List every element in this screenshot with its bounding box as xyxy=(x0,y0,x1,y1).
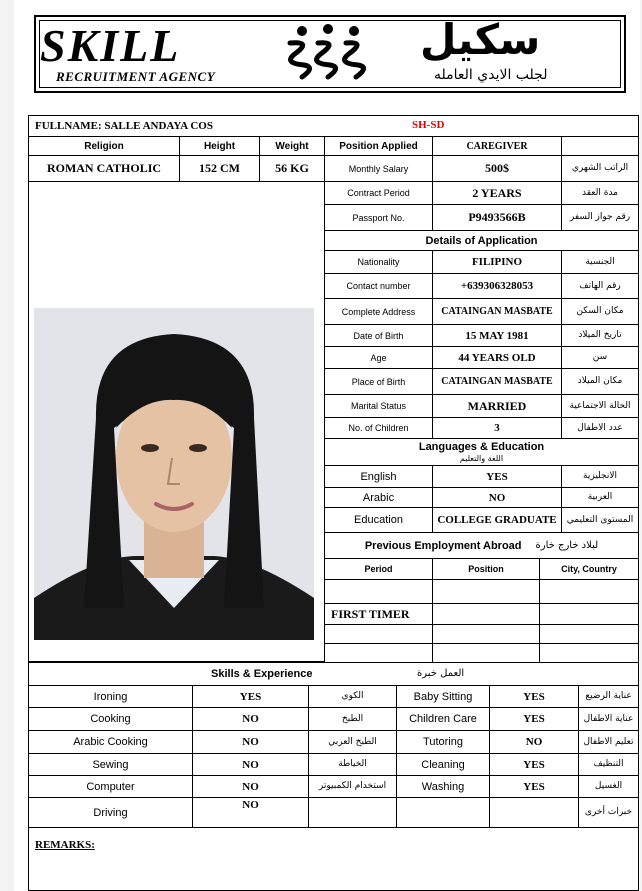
position-applied-value: CAREGIVER xyxy=(432,136,562,156)
contract-period-label: Contract Period xyxy=(324,181,433,205)
people-logo-icon xyxy=(272,21,382,85)
place-of-birth-arabic: مكان الميلاد xyxy=(561,368,639,395)
skill-label: Driving xyxy=(28,797,193,828)
height-header: Height xyxy=(179,136,260,156)
employment-cell xyxy=(432,579,540,604)
english-value: YES xyxy=(432,465,562,488)
dob-value: 15 MAY 1981 xyxy=(432,324,562,347)
skill-value: YES xyxy=(489,685,579,708)
place-of-birth-value: CATAINGAN MASBATE xyxy=(432,368,562,395)
skill-arabic: الغسيل xyxy=(578,775,639,798)
arabic-value: NO xyxy=(432,487,562,508)
contact-value: +639306328053 xyxy=(432,273,562,299)
nationality-arabic: الجنسية xyxy=(561,250,639,274)
employment-title-cell xyxy=(324,532,639,559)
applicant-code: SH-SD xyxy=(412,119,445,131)
skill-value: YES xyxy=(192,685,309,708)
skill-arabic: الطبخ العربي xyxy=(308,730,397,754)
employment-cell xyxy=(432,643,540,663)
arabic-arabic: العربية xyxy=(561,487,639,508)
marital-status-label: Marital Status xyxy=(324,394,433,418)
skill-value: YES xyxy=(489,775,579,798)
skill-value: YES xyxy=(489,707,579,731)
monthly-salary-label: Monthly Salary xyxy=(324,155,433,182)
skill-value: YES xyxy=(489,753,579,776)
agency-tagline-arabic: لجلب الايدي العامله xyxy=(434,67,548,83)
place-of-birth-label: Place of Birth xyxy=(324,368,433,395)
age-arabic: سن xyxy=(561,346,639,369)
skill-arabic: الكوي xyxy=(308,685,397,708)
city-country-header: City, Country xyxy=(539,558,639,580)
skills-title-cell xyxy=(28,662,639,686)
religion-header: Religion xyxy=(28,136,180,156)
nationality-label: Nationality xyxy=(324,250,433,274)
employment-cell xyxy=(432,603,540,625)
position-applied-header: Position Applied xyxy=(324,136,433,156)
details-title: Details of Application xyxy=(324,230,639,251)
education-label: Education xyxy=(324,507,433,533)
skill-arabic: تعليم الاطفال xyxy=(578,730,639,754)
age-label: Age xyxy=(324,346,433,369)
application-sheet xyxy=(14,0,640,891)
employment-cell xyxy=(324,579,433,604)
employment-cell xyxy=(539,624,639,644)
skill-label: Computer xyxy=(28,775,193,798)
skill-value: NO xyxy=(192,730,309,754)
skill-label: Baby Sitting xyxy=(396,685,490,708)
fullname-row xyxy=(28,115,639,137)
employment-cell xyxy=(432,624,540,644)
skill-label: Cooking xyxy=(28,707,193,731)
employment-cell xyxy=(539,603,639,625)
brand-name-arabic: سكيل xyxy=(420,15,541,64)
applicant-photo xyxy=(34,308,314,640)
skill-arabic xyxy=(308,797,397,828)
nationality-value: FILIPINO xyxy=(432,250,562,274)
agency-logo xyxy=(34,15,626,93)
employment-title-arabic: لبلاد خارج خارة xyxy=(535,540,599,551)
contact-label: Contact number xyxy=(324,273,433,299)
remarks-label: REMARKS: xyxy=(35,839,95,851)
languages-title: Languages & Education xyxy=(418,440,545,453)
position-header: Position xyxy=(432,558,540,580)
marital-status-arabic: الحالة الاجتماعية xyxy=(561,394,639,418)
skills-title: Skills & Experience xyxy=(211,668,313,680)
skill-arabic: خبرات أخرى xyxy=(578,797,639,828)
skill-label: Arabic Cooking xyxy=(28,730,193,754)
skill-arabic: الخياطة xyxy=(308,753,397,776)
weight-header: Weight xyxy=(259,136,325,156)
skill-value: NO xyxy=(489,730,579,754)
weight-value: 56 KG xyxy=(259,155,325,182)
age-value: 44 YEARS OLD xyxy=(432,346,562,369)
dob-arabic: تاريخ الميلاد xyxy=(561,324,639,347)
height-value: 152 CM xyxy=(179,155,260,182)
languages-title-cell xyxy=(324,438,639,466)
agency-subtitle: RECRUITMENT AGENCY xyxy=(56,69,216,84)
employment-title: Previous Employment Abroad xyxy=(364,539,522,552)
skill-label: Children Care xyxy=(396,707,490,731)
english-arabic: الانجليزية xyxy=(561,465,639,488)
children-arabic: عدد الاطفال xyxy=(561,417,639,439)
fullname-label: FULLNAME: xyxy=(35,120,102,132)
education-arabic: المستوى التعليمي xyxy=(561,507,639,533)
employment-cell xyxy=(539,643,639,663)
skill-label xyxy=(396,797,490,828)
address-label: Complete Address xyxy=(324,298,433,325)
skill-arabic: عناية الرضيع xyxy=(578,685,639,708)
employment-cell xyxy=(539,579,639,604)
skill-value xyxy=(489,797,579,828)
religion-value: ROMAN CATHOLIC xyxy=(28,155,180,182)
education-value: COLLEGE GRADUATE xyxy=(432,507,562,533)
first-timer-note: FIRST TIMER xyxy=(324,603,433,625)
address-value: CATAINGAN MASBATE xyxy=(432,298,562,325)
address-arabic: مكان السكن xyxy=(561,298,639,325)
skill-label: Sewing xyxy=(28,753,193,776)
monthly-salary-value: 500$ xyxy=(432,155,562,182)
fullname-value: SALLE ANDAYA COS xyxy=(104,120,213,132)
children-value: 3 xyxy=(432,417,562,439)
employment-cell xyxy=(324,643,433,663)
languages-title-arabic: اللغة والتعليم xyxy=(459,453,504,463)
skill-arabic: عناية الاطفال xyxy=(578,707,639,731)
skill-value: NO xyxy=(192,707,309,731)
passport-value: P9493566B xyxy=(432,204,562,231)
contract-period-value: 2 YEARS xyxy=(432,181,562,205)
arabic-label: Arabic xyxy=(324,487,433,508)
skill-value: NO xyxy=(192,797,309,828)
skill-label: Washing xyxy=(396,775,490,798)
skill-label: Ironing xyxy=(28,685,193,708)
brand-name: SKILL xyxy=(40,20,181,71)
skill-value: NO xyxy=(192,775,309,798)
skill-arabic: استخدام الكمبيوتر xyxy=(308,775,397,798)
skill-label: Cleaning xyxy=(396,753,490,776)
english-label: English xyxy=(324,465,433,488)
period-header: Period xyxy=(324,558,433,580)
remarks-box xyxy=(28,827,639,891)
contact-arabic: رقم الهاتف xyxy=(561,273,639,299)
employment-cell xyxy=(324,624,433,644)
dob-label: Date of Birth xyxy=(324,324,433,347)
children-label: No. of Children xyxy=(324,417,433,439)
skill-arabic: الطبخ xyxy=(308,707,397,731)
marital-status-value: MARRIED xyxy=(432,394,562,418)
passport-label: Passport No. xyxy=(324,204,433,231)
skill-label: Tutoring xyxy=(396,730,490,754)
skill-arabic: التنظيف xyxy=(578,753,639,776)
passport-arabic: رقم جواز السفر xyxy=(561,204,639,231)
contract-period-arabic: مدة العقد xyxy=(561,181,639,205)
monthly-salary-arabic: الراتب الشهري xyxy=(561,155,639,182)
skill-value: NO xyxy=(192,753,309,776)
skills-title-arabic: العمل خبرة xyxy=(417,668,465,679)
